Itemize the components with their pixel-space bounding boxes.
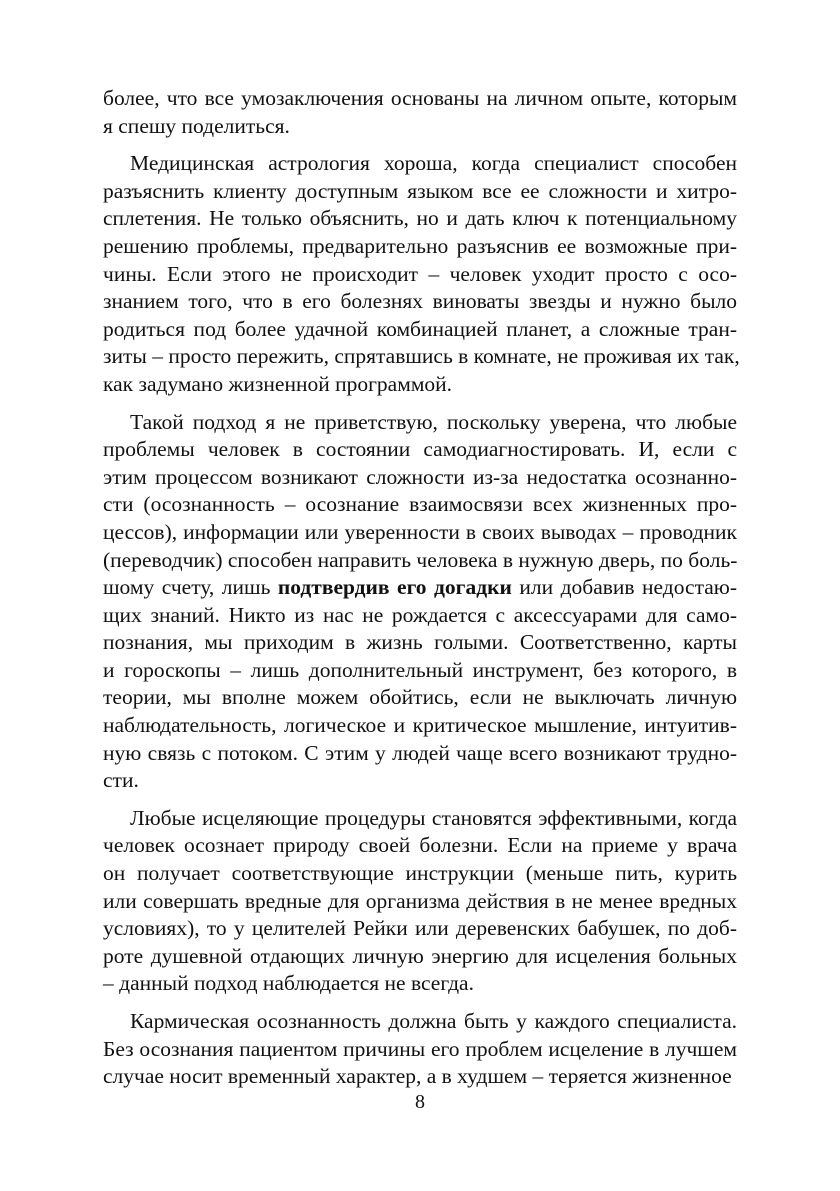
text-line: зиты – просто пережить, спрятавшись в комнате, не проживая их так, xyxy=(103,344,740,369)
text-line: родиться под более удачной комбинацией планет, а сложные тран- xyxy=(103,316,737,341)
text-line: – данный подход наблюдается не всегда. xyxy=(103,971,474,996)
text-line: знанием того, что в его болезнях виноваты звезды и нужно было xyxy=(103,289,737,314)
text-line: Медицинская астрология хороша, когда специалист способен xyxy=(130,151,737,176)
paragraph xyxy=(103,85,737,140)
text-line: я спешу поделиться. xyxy=(103,113,290,138)
text-line: разъяснить клиенту доступным языком все ее сложности и хитро- xyxy=(103,178,737,203)
paragraph xyxy=(103,150,740,398)
text-line: Кармическая осознанность должна быть у каждого специалиста. xyxy=(130,1009,737,1033)
text-segment: или добавив недостаю- xyxy=(511,575,737,600)
paragraph xyxy=(103,1008,737,1091)
text-line: проблемы человек в состоянии самодиагностировать. И, если с xyxy=(103,437,737,462)
text-line: человек осознает природу своей болезни. Если на приеме у врача xyxy=(103,833,737,858)
text-line: (переводчик) способен направить человека в нужную дверь, по боль- xyxy=(103,547,738,572)
text-line xyxy=(103,574,737,602)
text-line: ную связь с потоком. С этим у людей чаще всего возникают трудно- xyxy=(103,740,737,765)
text-line: познания, мы приходим в жизнь голыми. Соответственно, карты xyxy=(103,630,737,655)
bold-emphasis: подтвердив его догадки xyxy=(277,575,512,600)
page-number: 8 xyxy=(415,1091,425,1113)
text-line: как задумано жизненной программой. xyxy=(103,371,453,396)
text-line: цессов), информации или уверенности в своих выводах – проводник xyxy=(103,519,737,544)
text-line: решению проблемы, предварительно разъяснив ее возможные при- xyxy=(103,233,737,258)
text-line: условиях), то у целителей Рейки или деревенских бабушек, по доб- xyxy=(103,916,737,941)
text-line: случае носит временный характер, а в худшем – теряется жизненное xyxy=(103,1064,732,1089)
paragraphs xyxy=(103,85,740,1091)
text-line: этим процессом возникают сложности из-за недостатка осознанно- xyxy=(103,464,737,489)
text-line: и гороскопы – лишь дополнительный инструмент, без которого, в xyxy=(103,657,737,682)
text-line: сплетения. Не только объяснить, но и дать ключ к потенциальному xyxy=(103,206,737,231)
text-line: чины. Если этого не происходит – человек уходит просто с осо- xyxy=(103,261,737,286)
text-line: щих знаний. Никто из нас не рождается с аксессуарами для само- xyxy=(103,602,737,627)
text-line: Без осознания пациентом причины его проблем исцеление в лучшем xyxy=(103,1036,737,1061)
text-line: сти. xyxy=(103,768,139,793)
text-line: сти (осознанность – осознание взаимосвязи всех жизненных про- xyxy=(103,492,737,517)
text-line: теории, мы вполне можем обойтись, если не выключать личную xyxy=(103,685,737,710)
text-line: Такой подход я не приветствую, поскольку уверена, что любые xyxy=(130,409,737,434)
text-line: он получает соответствующие инструкции (меньше пить, курить xyxy=(103,861,737,886)
document-body xyxy=(103,85,740,1091)
text-line: или совершать вредные для организма действия в не менее вредных xyxy=(103,888,737,913)
text-line: Любые исцеляющие процедуры становятся эффективными, когда xyxy=(130,805,737,830)
text-segment: шому счету, лишь xyxy=(103,575,278,600)
text-line: наблюдательность, логическое и критическое мышление, интуитив- xyxy=(103,713,737,738)
paragraph xyxy=(103,805,737,998)
text-line: более, что все умозаключения основаны на личном опыте, которым xyxy=(103,86,737,110)
text-line: роте душевной отдающих личную энергию для исцеления больных xyxy=(103,943,737,968)
paragraph xyxy=(103,409,737,795)
